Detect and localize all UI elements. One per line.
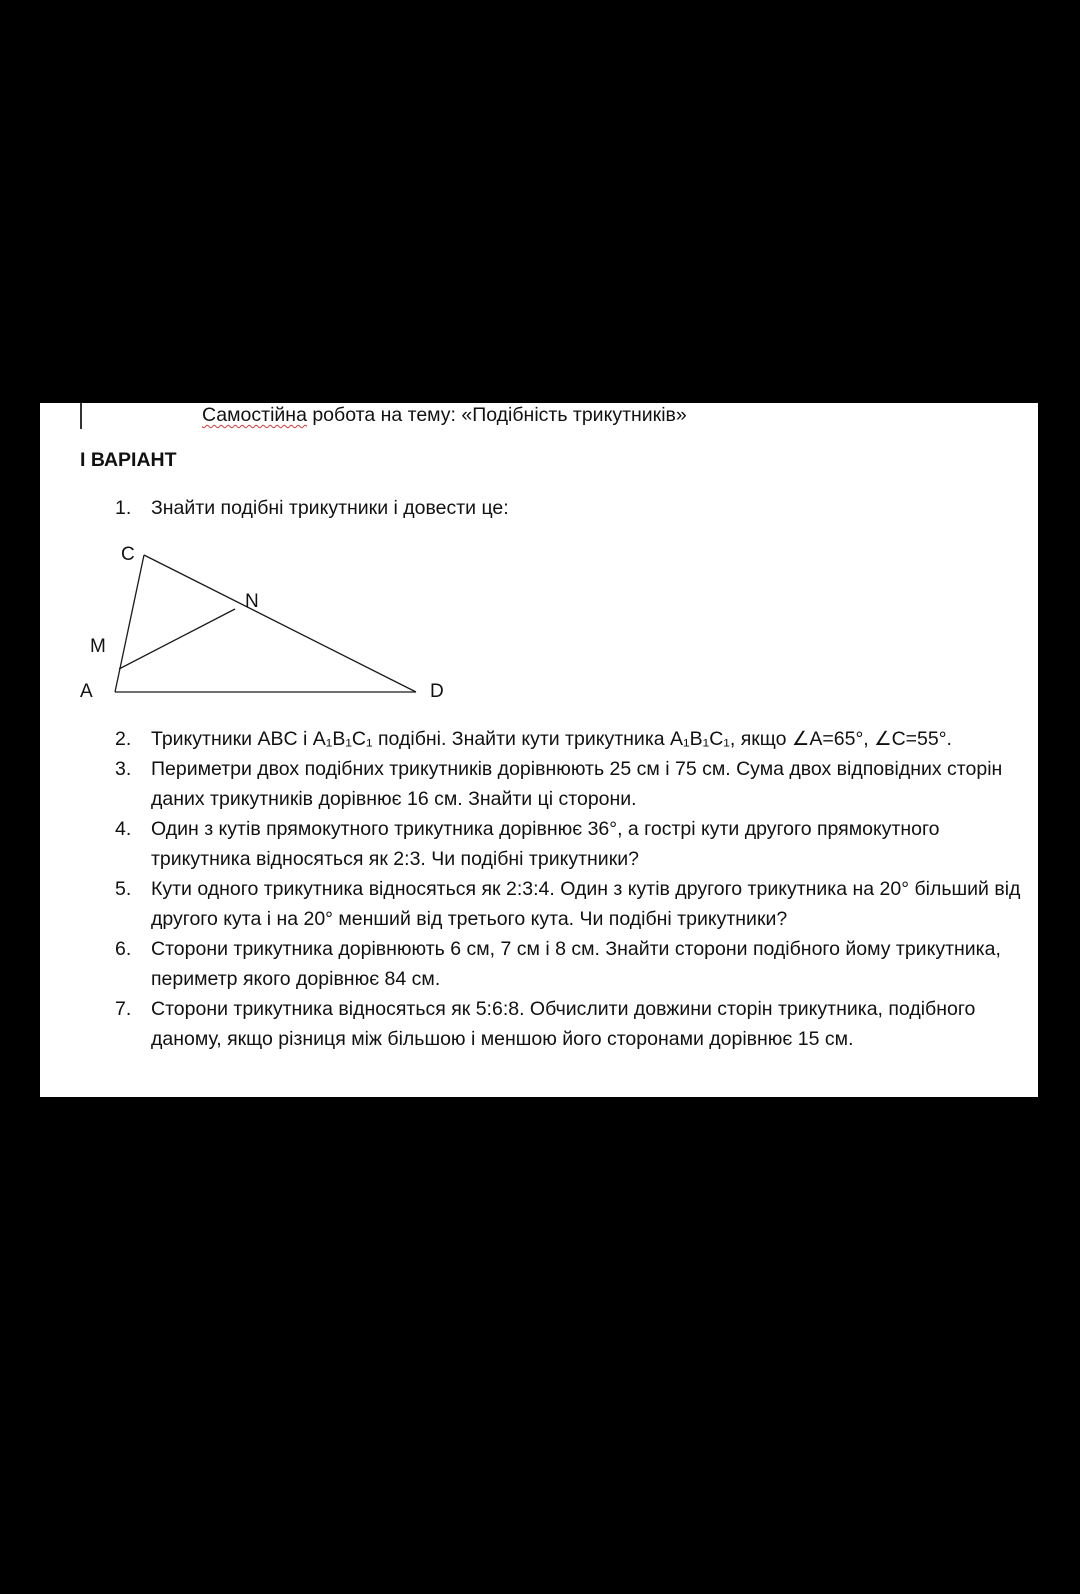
task-number: 1. bbox=[115, 497, 132, 519]
segment-MN bbox=[119, 609, 235, 669]
task-4 bbox=[115, 814, 1030, 874]
task-number: 5. bbox=[115, 878, 132, 900]
task-number: 7. bbox=[115, 998, 132, 1020]
label-D: D bbox=[430, 681, 444, 702]
segment-CD bbox=[144, 555, 416, 692]
task-7 bbox=[115, 994, 1030, 1054]
label-A: A bbox=[80, 681, 93, 702]
task-number: 4. bbox=[115, 818, 132, 840]
task-text: Знайти подібні трикутники і довести це: bbox=[151, 497, 509, 519]
task-text: Кути одного трикутника відносяться як 2:3:4. Один з кутів другого трикутника на 20° більший від другого кута і на 20° менший від третього кута. Чи подібні трикутники? bbox=[151, 878, 1021, 930]
task-number: 3. bbox=[115, 758, 132, 780]
task-3 bbox=[115, 754, 1030, 814]
label-M: M bbox=[90, 636, 106, 657]
task-6 bbox=[115, 934, 1030, 994]
task-text: Сторони трикутника відносяться як 5:6:8. Обчислити довжини сторін трикутника, подібного даному, якщо різниця між більшою і меншою його сторонами дорівнює 15 см. bbox=[151, 998, 976, 1050]
triangle-figure bbox=[40, 403, 1038, 723]
variant-heading: І ВАРІАНТ bbox=[80, 449, 177, 471]
task-text: Сторони трикутника дорівнюють 6 см, 7 см і 8 см. Знайти сторони подібного йому трикутника, периметр якого дорівнює 84 см. bbox=[151, 938, 1001, 990]
task-text: Периметри двох подібних трикутників дорівнюють 25 см і 75 см. Сума двох відповідних сторін даних трикутників дорівнює 16 см. Знайти ці сторони. bbox=[151, 758, 1003, 810]
spellcheck-word: Самостійна bbox=[202, 404, 307, 426]
task-5 bbox=[115, 874, 1030, 934]
task-2 bbox=[115, 724, 1030, 754]
task-list bbox=[115, 724, 1030, 1054]
task-text: Один з кутів прямокутного трикутника дорівнює 36°, а гострі кути другого прямокутного трикутника відносяться як 2:3. Чи подібні трикутники? bbox=[151, 818, 940, 870]
task-number: 6. bbox=[115, 938, 132, 960]
task-number: 2. bbox=[115, 728, 132, 750]
segment-AC bbox=[115, 555, 144, 692]
document-page bbox=[40, 403, 1038, 1097]
task-text: Трикутники ABC і A₁B₁C₁ подібні. Знайти кути трикутника A₁B₁C₁, якщо ∠A=65°, ∠C=55°. bbox=[151, 728, 952, 750]
label-N: N bbox=[245, 591, 259, 612]
title-text: робота на тему: «Подібність трикутників» bbox=[306, 404, 687, 426]
label-C: C bbox=[121, 544, 135, 565]
